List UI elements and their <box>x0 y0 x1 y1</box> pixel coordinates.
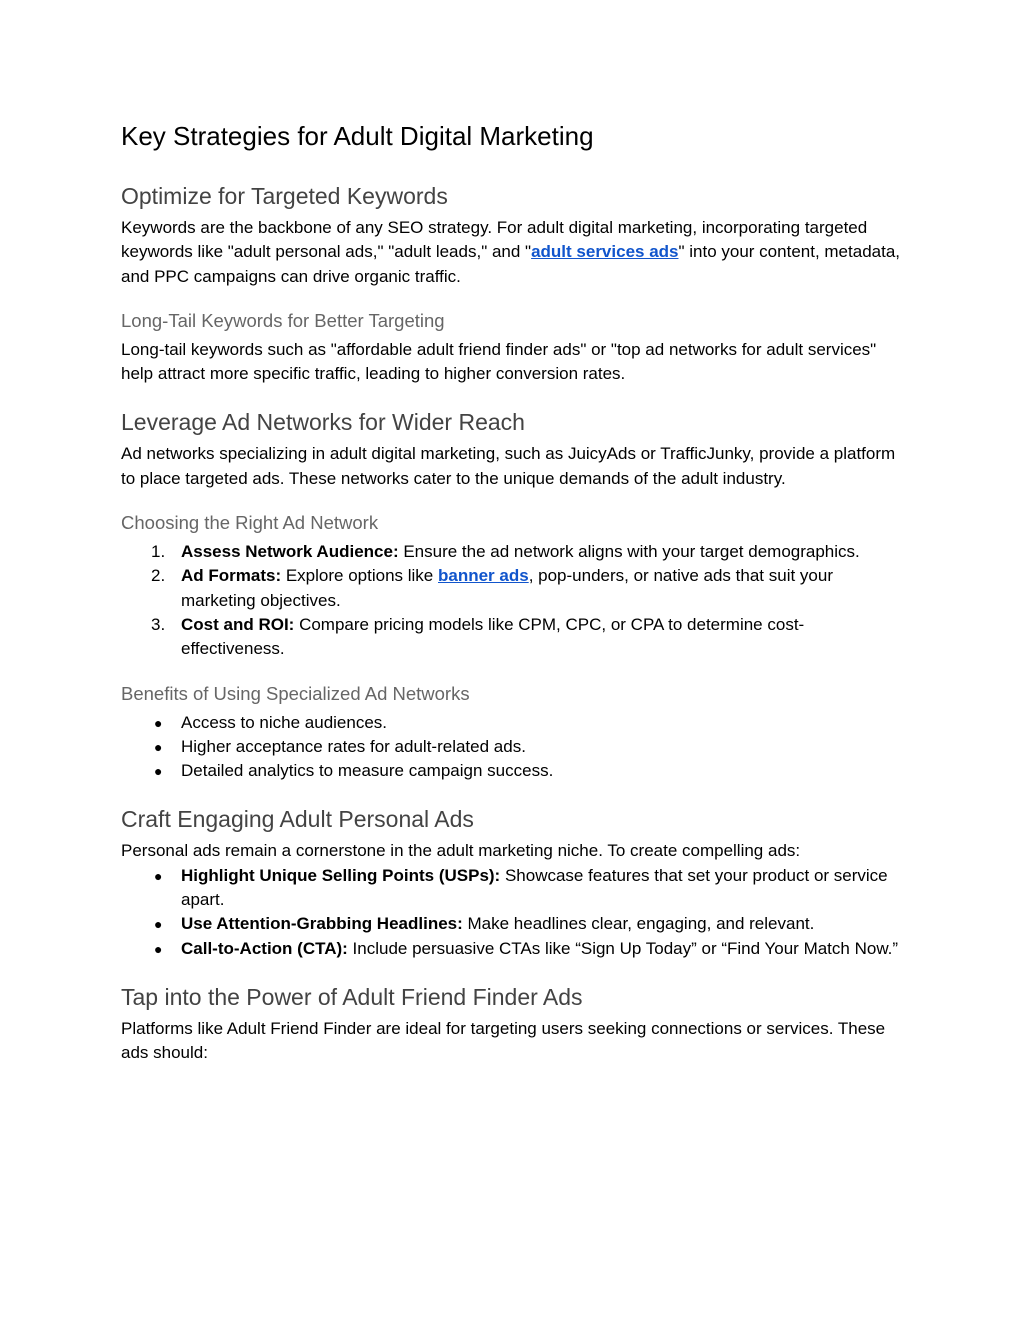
list-item-text: Include persuasive CTAs like “Sign Up Today” or “Find Your Match Now.” <box>347 938 899 958</box>
list-item-text: Showcase features that set your product or service apart. <box>181 865 888 910</box>
paragraph-long-tail: Long-tail keywords such as "affordable adult friend finder ads" or "top ad networks for adult services" help attract more specific traffic, leading to higher conversion rates. <box>121 339 877 384</box>
paragraph-ad-networks: Ad networks specializing in adult digital marketing, such as JuicyAds or TrafficJunky, provide a platform to place targeted ads. These networks cater to the unique demands of the adult industry. <box>121 444 896 488</box>
list-item <box>121 564 906 613</box>
bullet-icon: ● <box>154 867 163 884</box>
list-item-bold: Use Attention-Grabbing Headlines: <box>181 914 463 934</box>
subheading-benefits: Benefits of Using Specialized Ad Networks <box>121 682 470 704</box>
list-item <box>121 864 906 913</box>
bullet-icon: ● <box>154 916 163 933</box>
list-item-text: Access to niche audiences. <box>181 712 388 732</box>
paragraph-personal-ads: Personal ads remain a cornerstone in the adult marketing niche. To create compelling ads: <box>121 841 801 861</box>
document-title: Key Strategies for Adult Digital Marketing <box>121 121 594 151</box>
list-item <box>121 937 906 961</box>
list-item <box>121 711 906 735</box>
list-number: 1. <box>151 542 166 562</box>
list-item-bold: Cost and ROI: <box>181 614 295 634</box>
document-page <box>121 118 906 1066</box>
list-number: 2. <box>151 566 166 586</box>
bullet-list <box>121 711 906 784</box>
numbered-list <box>121 540 906 661</box>
list-item-bold: Highlight Unique Selling Points (USPs): <box>181 865 501 885</box>
paragraph-text: Keywords are the backbone of any SEO strategy. For adult digital marketing, incorporating targeted keywords like "adult personal ads," "adult leads," and " <box>121 218 868 262</box>
list-item-text: Make headlines clear, engaging, and relevant. <box>462 914 815 934</box>
list-item <box>121 613 906 662</box>
list-item-text: Ensure the ad network aligns with your target demographics. <box>398 542 860 562</box>
bullet-icon: ● <box>154 763 163 780</box>
heading-optimize-keywords: Optimize for Targeted Keywords <box>121 183 448 209</box>
list-number: 3. <box>151 614 166 634</box>
list-item-text: Explore options like <box>281 566 438 586</box>
list-item-text: Detailed analytics to measure campaign success. <box>181 761 554 781</box>
heading-friend-finder: Tap into the Power of Adult Friend Finder Ads <box>121 983 583 1010</box>
list-item-bold: Call-to-Action (CTA): <box>181 938 348 958</box>
bullet-icon: ● <box>154 714 163 731</box>
paragraph-keywords <box>121 216 906 289</box>
list-item <box>121 735 906 759</box>
bullet-icon: ● <box>154 738 163 755</box>
list-item-text: , pop-unders, or native ads that suit your marketing objectives. <box>181 566 833 610</box>
list-item-text: Compare pricing models like CPM, CPC, or CPA to determine cost-effectiveness. <box>181 614 805 659</box>
list-item <box>121 912 906 936</box>
list-item-bold: Ad Formats: <box>181 566 282 586</box>
list-item <box>121 759 906 783</box>
paragraph-friend-finder: Platforms like Adult Friend Finder are ideal for targeting users seeking connections or services. These ads should: <box>121 1018 886 1063</box>
heading-ad-networks: Leverage Ad Networks for Wider Reach <box>121 409 525 436</box>
subheading-choosing-network: Choosing the Right Ad Network <box>121 512 379 534</box>
heading-personal-ads: Craft Engaging Adult Personal Ads <box>121 806 474 833</box>
paragraph-text: " into your content, metadata, and PPC campaigns can drive organic traffic. <box>121 242 900 286</box>
list-item <box>121 540 906 564</box>
bullet-list <box>121 864 906 961</box>
link-banner-ads[interactable]: banner ads <box>438 566 529 586</box>
list-item-bold: Assess Network Audience: <box>181 542 399 562</box>
list-item-text: Higher acceptance rates for adult-related ads. <box>181 736 526 756</box>
subheading-long-tail: Long-Tail Keywords for Better Targeting <box>121 309 445 331</box>
bullet-icon: ● <box>154 940 163 957</box>
link-adult-services-ads[interactable]: adult services ads <box>531 242 679 262</box>
